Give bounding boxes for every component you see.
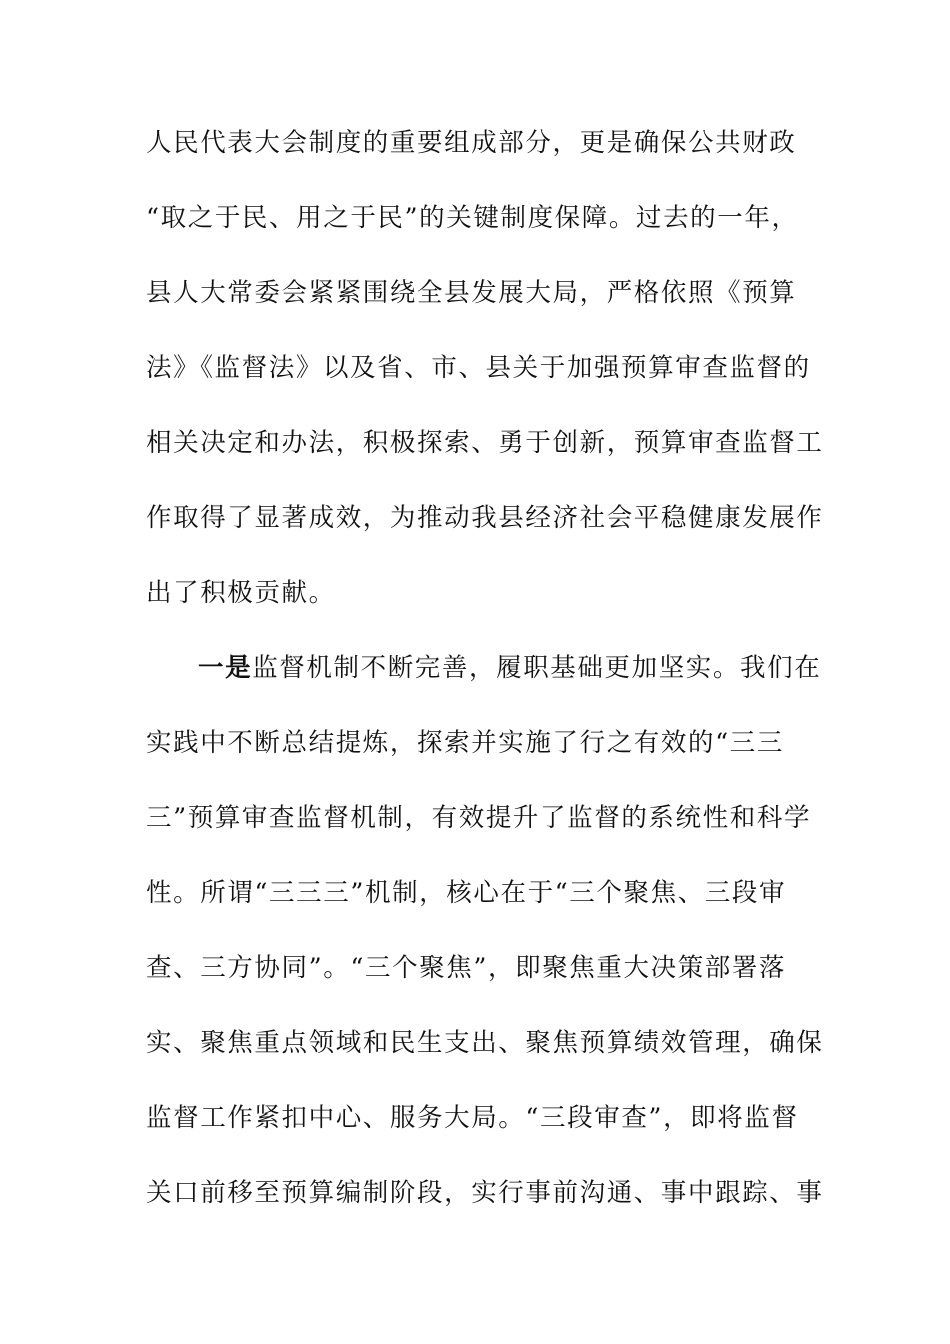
text-line: “取之于民、用之于民”的关键制度保障。过去的一年，: [146, 203, 799, 233]
text-line: 法》《监督法》以及省、市、县关于加强预算审查监督的: [146, 353, 811, 383]
text-line: 作取得了显著成效，为推动我县经济社会平稳健康发展作: [146, 503, 824, 533]
text-line: 县人大常委会紧紧围绕全县发展大局，严格依照《预算: [146, 278, 797, 308]
text-line: 查、三方协同”。“三个聚焦”，即聚焦重大决策部署落: [146, 953, 787, 983]
text-line: 性。所谓“三三三”机制，核心在于“三个聚焦、三段审: [146, 878, 787, 908]
text-line: 监督工作紧扣中心、服务大局。“三段审查”，即将监督: [146, 1103, 799, 1133]
text-line: 出了积极贡献。: [146, 578, 336, 608]
text-line: 关口前移至预算编制阶段，实行事前沟通、事中跟踪、事: [146, 1178, 824, 1208]
text-line: 人民代表大会制度的重要组成部分，更是确保公共财政: [146, 128, 797, 158]
text-line-rest: 监督机制不断完善，履职基础更加坚实。我们在: [252, 653, 822, 683]
text-line-first: [146, 643, 822, 718]
text-line: 三”预算审查监督机制，有效提升了监督的系统性和科学: [146, 803, 812, 833]
paragraph-supervision-mechanism: [146, 643, 824, 1243]
text-line: 实践中不断总结提炼，探索并实施了行之有效的“三三: [146, 728, 784, 758]
text-line: 相关决定和办法，积极探索、勇于创新，预算审查监督工: [146, 428, 824, 458]
text-line: 实、聚焦重点领域和民生支出、聚焦预算绩效管理，确保: [146, 1028, 824, 1058]
paragraph-budget-supervision-intro: [146, 118, 824, 643]
body-text: [146, 118, 824, 1243]
lead-phrase: 一是: [198, 653, 253, 683]
